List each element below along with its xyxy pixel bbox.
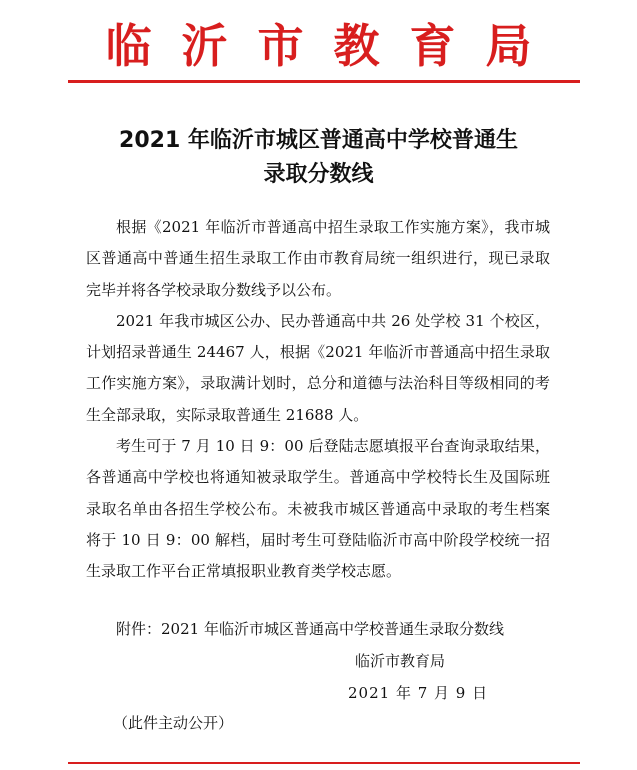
signature-date: 2021 年 7 月 9 日	[348, 684, 489, 702]
body-paragraph-1: 根据《2021 年临沂市普通高中招生录取工作实施方案》，我市城区普通高中普通生招生录取工作由市教育局统一组织进行，现已录取完毕并将各学校录取分数线予以公布。	[86, 218, 550, 299]
signature-organization: 临沂市教育局	[355, 652, 446, 670]
body-paragraph-2: 2021 年我市城区公办、民办普通高中共 26 处学校 31 个校区，计划招录普通生 24467 人，根据《2021 年临沂市普通高中招生录取工作实施方案》，录取满计划时，总分和道德与法治科目等级相同的考生全部录取，实际录取普通生 21688 人。	[86, 311, 550, 424]
letterhead-red-rule	[68, 80, 580, 83]
disclosure-note: （此件主动公开）	[113, 714, 234, 732]
document-body	[86, 212, 550, 588]
attachment-line: 附件：2021 年临沂市城区普通高中学校普通生录取分数线	[116, 620, 504, 638]
body-paragraph-3: 考生可于 7 月 10 日 9：00 后登陆志愿填报平台查询录取结果，各普通高中学校也将通知被录取学生。普通高中学校特长生及国际班录取名单由各招生学校公布。未被我市城区普通高中录取的考生档案将于 10 日 9：00 解档，届时考生可登陆临沂市高中阶段学校统一招生录取工作平台正常填报职业教育类学校志愿。	[86, 437, 550, 581]
footer-red-rule	[68, 762, 580, 764]
document-title-line-2: 录取分数线	[263, 162, 374, 187]
letterhead-title: 临沂市教育局	[105, 19, 562, 73]
document-title-line-1: 2021 年临沂市城区普通高中学校普通生	[119, 128, 518, 153]
